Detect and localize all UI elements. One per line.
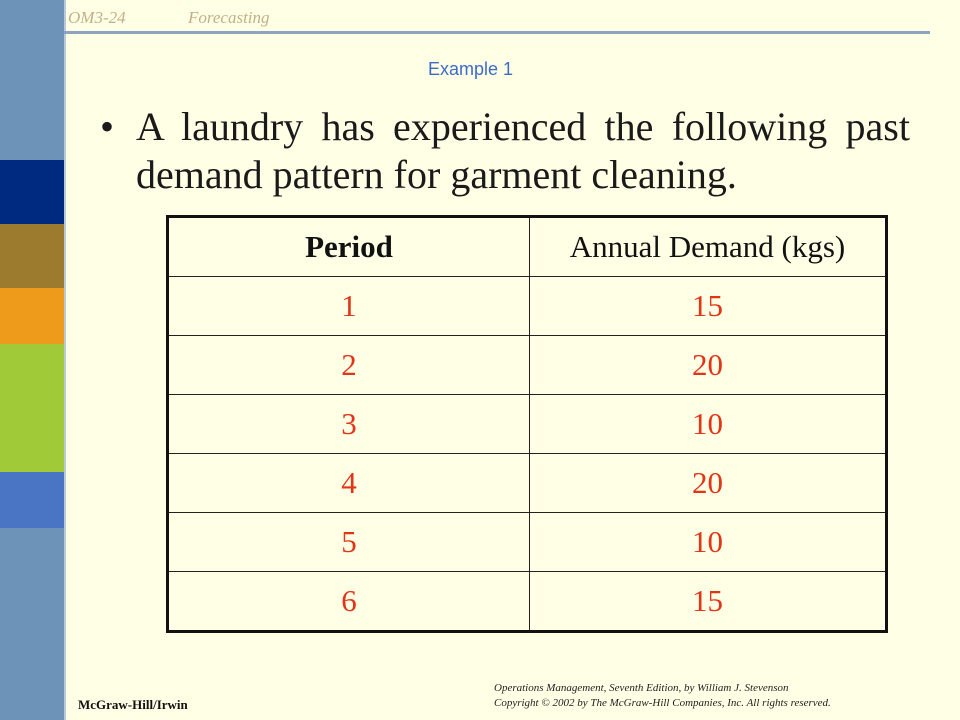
period-cell: 5 (168, 513, 530, 572)
demand-table (166, 215, 888, 633)
book-citation: Operations Management, Seventh Edition, by William J. Stevenson (494, 682, 789, 694)
demand-cell: 15 (530, 572, 887, 632)
demand-cell: 10 (530, 513, 887, 572)
period-cell: 1 (168, 277, 530, 336)
bullet-text: A laundry has experienced the following past demand pattern for garment cleaning. (136, 104, 910, 197)
table-row (168, 454, 887, 513)
header-annual-demand: Annual Demand (kgs) (530, 217, 887, 277)
chapter-title: Forecasting (188, 8, 270, 27)
sidebar-block-orange (0, 288, 64, 344)
publisher-label: McGraw-Hill/Irwin (78, 697, 188, 712)
period-cell: 4 (168, 454, 530, 513)
sidebar-block-green (0, 344, 64, 472)
sidebar-block-olive (0, 224, 64, 288)
table-row (168, 336, 887, 395)
header-period: Period (168, 217, 530, 277)
header-divider (64, 31, 930, 34)
table-row (168, 513, 887, 572)
copyright-line: Copyright © 2002 by The McGraw-Hill Companies, Inc. All rights reserved. (494, 697, 831, 709)
bullet-point (100, 103, 910, 199)
demand-cell: 20 (530, 454, 887, 513)
table-row (168, 572, 887, 632)
copyright-notice (494, 681, 831, 711)
sidebar-block-blue (0, 472, 64, 528)
slide-code: OM3-24 (68, 8, 126, 27)
table-row (168, 277, 887, 336)
demand-cell: 15 (530, 277, 887, 336)
period-cell: 2 (168, 336, 530, 395)
period-cell: 3 (168, 395, 530, 454)
sidebar-edge-line (64, 0, 66, 720)
demand-cell: 10 (530, 395, 887, 454)
table-header-row (168, 217, 887, 277)
example-subtitle: Example 1 (428, 59, 514, 79)
sidebar-block-navy (0, 160, 64, 224)
bullet-dot-icon: • (100, 104, 115, 149)
period-cell: 6 (168, 572, 530, 632)
table-row (168, 395, 887, 454)
demand-cell: 20 (530, 336, 887, 395)
